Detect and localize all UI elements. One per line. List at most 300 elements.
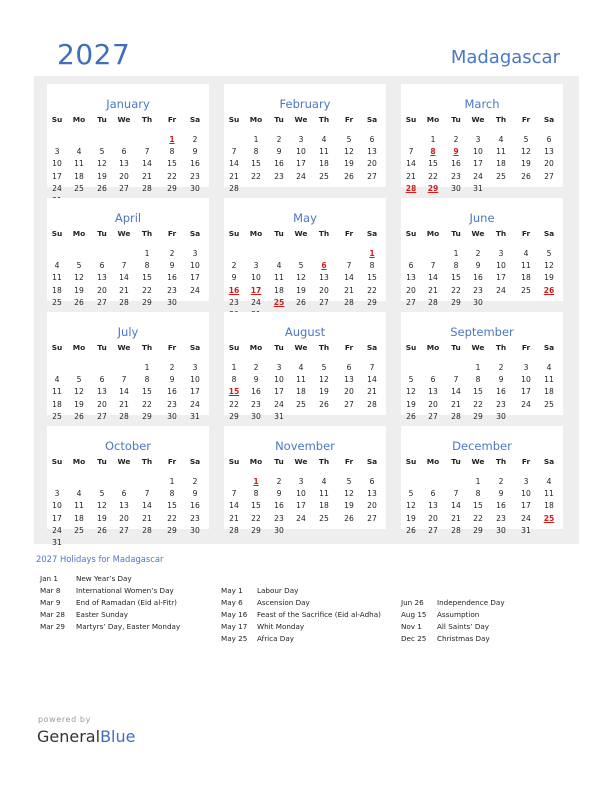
day-cell: 13	[428, 387, 438, 397]
holiday-row	[401, 598, 505, 607]
day-cell: 3	[475, 135, 481, 144]
weekday-header: Fr	[344, 229, 354, 238]
day-cell: 28	[428, 297, 438, 307]
weekday-header: Th	[318, 343, 330, 352]
day-cell: 20	[544, 159, 554, 169]
weekday-header: Su	[51, 457, 63, 466]
day-cell: 2	[192, 135, 198, 144]
day-cell: 29	[142, 411, 152, 421]
day-cell: 11	[319, 147, 329, 157]
day-cell: 2	[276, 477, 282, 486]
weekday-header: Su	[405, 115, 417, 124]
day-cell: 3	[523, 363, 529, 372]
holiday-row	[40, 586, 174, 595]
day-cell: 17	[190, 387, 200, 397]
day-cell: 27	[97, 297, 107, 307]
day-cell: 29	[473, 525, 483, 535]
day-cell: 10	[274, 375, 284, 385]
holiday-date: Mar 9	[40, 598, 61, 607]
day-cell: 4	[76, 489, 82, 499]
day-cell: 22	[367, 285, 377, 295]
day-cell: 27	[544, 171, 554, 181]
weekday-header: Th	[141, 229, 153, 238]
holiday-row	[221, 598, 310, 607]
day-cell: 6	[99, 375, 105, 385]
day-cell: 12	[406, 501, 416, 511]
day-cell: 10	[190, 261, 200, 271]
day-cell: 7	[231, 489, 237, 499]
holiday-day-cell: 8	[430, 147, 436, 157]
holiday-day-cell: 1	[369, 249, 375, 258]
day-cell: 17	[473, 159, 483, 169]
weekday-header: We	[471, 343, 485, 352]
day-cell: 1	[231, 363, 237, 372]
day-cell: 20	[119, 513, 129, 523]
day-cell: 31	[473, 183, 483, 193]
day-cell: 18	[544, 387, 554, 397]
day-cell: 6	[546, 135, 552, 144]
day-cell: 12	[406, 387, 416, 397]
weekday-header: Fr	[521, 229, 531, 238]
day-cell: 15	[167, 501, 177, 511]
day-cell: 7	[453, 489, 459, 499]
day-cell: 19	[521, 159, 531, 169]
weekday-header: Tu	[451, 229, 461, 238]
day-cell: 12	[97, 501, 107, 511]
day-cell: 16	[451, 159, 461, 169]
day-cell: 13	[97, 273, 107, 283]
weekday-header: Mo	[249, 229, 263, 238]
day-cell: 1	[475, 363, 481, 372]
month-april	[47, 198, 209, 307]
weekday-header: Fr	[521, 457, 531, 466]
day-cell: 18	[544, 501, 554, 511]
day-cell: 25	[319, 171, 329, 181]
day-cell: 20	[406, 285, 416, 295]
day-cell: 4	[276, 261, 282, 271]
day-cell: 8	[144, 375, 150, 385]
day-cell: 1	[144, 363, 150, 372]
day-cell: 20	[319, 285, 329, 295]
day-cell: 9	[231, 273, 237, 283]
day-cell: 9	[192, 147, 198, 157]
day-cell: 15	[251, 501, 261, 511]
day-cell: 14	[229, 159, 239, 169]
day-cell: 5	[99, 489, 105, 499]
holiday-name: Easter Sunday	[76, 610, 129, 619]
day-cell: 22	[451, 285, 461, 295]
day-cell: 16	[496, 501, 506, 511]
month-january	[47, 84, 209, 193]
holiday-date: Mar 28	[40, 610, 65, 619]
day-cell: 15	[473, 501, 483, 511]
day-cell: 16	[190, 159, 200, 169]
day-cell: 1	[453, 249, 459, 258]
day-cell: 17	[274, 387, 284, 397]
day-cell: 7	[408, 147, 414, 157]
day-cell: 22	[229, 399, 239, 409]
day-cell: 2	[498, 363, 504, 372]
holiday-name: Christmas Day	[437, 634, 490, 643]
weekday-header: Sa	[366, 115, 378, 124]
weekday-header: Mo	[249, 457, 263, 466]
day-cell: 27	[367, 513, 377, 523]
day-cell: 11	[544, 375, 554, 385]
holiday-date: May 17	[221, 622, 248, 631]
weekday-header: Th	[495, 229, 507, 238]
month-october	[47, 426, 209, 547]
weekday-header: Su	[51, 229, 63, 238]
day-cell: 10	[190, 375, 200, 385]
day-cell: 3	[298, 135, 304, 144]
holiday-name: Labour Day	[257, 586, 299, 595]
day-cell: 23	[167, 285, 177, 295]
weekday-header: We	[294, 115, 308, 124]
page-country: Madagascar	[450, 47, 560, 68]
weekday-header: Tu	[274, 115, 284, 124]
day-cell: 27	[119, 183, 129, 193]
day-cell: 11	[74, 159, 84, 169]
day-cell: 10	[296, 147, 306, 157]
day-cell: 17	[496, 273, 506, 283]
holiday-date: Jun 26	[401, 598, 424, 607]
day-cell: 25	[52, 297, 62, 307]
day-cell: 27	[428, 411, 438, 421]
day-cell: 8	[169, 489, 175, 499]
day-cell: 17	[296, 501, 306, 511]
day-cell: 11	[296, 375, 306, 385]
day-cell: 11	[496, 147, 506, 157]
month-title: February	[279, 97, 331, 111]
day-cell: 15	[473, 387, 483, 397]
day-cell: 6	[430, 375, 436, 385]
day-cell: 20	[367, 501, 377, 511]
holiday-day-cell: 26	[543, 285, 555, 295]
day-cell: 28	[367, 399, 377, 409]
weekday-header: Mo	[426, 343, 440, 352]
day-cell: 19	[74, 285, 84, 295]
day-cell: 6	[369, 135, 375, 144]
day-cell: 30	[473, 297, 483, 307]
day-cell: 29	[167, 525, 177, 535]
day-cell: 2	[253, 363, 259, 372]
holiday-date: May 1	[221, 586, 243, 595]
day-cell: 23	[496, 513, 506, 523]
day-cell: 30	[190, 525, 200, 535]
day-cell: 29	[451, 297, 461, 307]
holiday-name: New Year’s Day	[76, 574, 132, 583]
day-cell: 30	[167, 411, 177, 421]
day-cell: 25	[296, 399, 306, 409]
weekday-header: Su	[228, 115, 240, 124]
day-cell: 5	[346, 477, 352, 486]
day-cell: 3	[54, 147, 60, 157]
day-cell: 12	[544, 261, 554, 271]
weekday-header: Su	[228, 343, 240, 352]
day-cell: 29	[251, 525, 261, 535]
day-cell: 7	[231, 147, 237, 157]
day-cell: 12	[521, 147, 531, 157]
day-cell: 1	[475, 477, 481, 486]
month-title: January	[106, 97, 150, 111]
day-cell: 18	[319, 501, 329, 511]
day-cell: 20	[428, 399, 438, 409]
day-cell: 15	[251, 159, 261, 169]
day-cell: 28	[344, 297, 354, 307]
day-cell: 14	[142, 501, 152, 511]
day-cell: 23	[473, 285, 483, 295]
day-cell: 2	[498, 477, 504, 486]
day-cell: 7	[453, 375, 459, 385]
weekday-header: Th	[495, 343, 507, 352]
day-cell: 24	[52, 525, 62, 535]
day-cell: 24	[190, 399, 200, 409]
day-cell: 10	[473, 147, 483, 157]
day-cell: 22	[251, 171, 261, 181]
holiday-date: May 16	[221, 610, 248, 619]
day-cell: 19	[97, 171, 107, 181]
day-cell: 17	[52, 171, 62, 181]
month-september	[401, 312, 563, 421]
weekday-header: Su	[405, 457, 417, 466]
weekday-header: Fr	[344, 457, 354, 466]
day-cell: 27	[428, 525, 438, 535]
day-cell: 25	[544, 399, 554, 409]
day-cell: 29	[229, 411, 239, 421]
day-cell: 28	[229, 183, 239, 193]
weekday-header: Sa	[366, 343, 378, 352]
day-cell: 14	[344, 273, 354, 283]
month-title: August	[284, 325, 326, 339]
day-cell: 8	[453, 261, 459, 271]
day-cell: 5	[321, 363, 327, 372]
day-cell: 26	[406, 411, 416, 421]
day-cell: 26	[74, 297, 84, 307]
day-cell: 28	[142, 183, 152, 193]
day-cell: 10	[521, 375, 531, 385]
day-cell: 5	[99, 147, 105, 157]
day-cell: 7	[121, 261, 127, 271]
day-cell: 17	[296, 159, 306, 169]
day-cell: 18	[274, 285, 284, 295]
day-cell: 3	[276, 363, 282, 372]
day-cell: 25	[74, 525, 84, 535]
day-cell: 18	[74, 513, 84, 523]
day-cell: 18	[496, 159, 506, 169]
weekday-header: Su	[228, 457, 240, 466]
day-cell: 5	[346, 135, 352, 144]
weekday-header: Mo	[249, 115, 263, 124]
day-cell: 9	[276, 489, 282, 499]
holiday-day-cell: 1	[253, 477, 259, 486]
holiday-row	[401, 634, 490, 643]
day-cell: 14	[142, 159, 152, 169]
day-cell: 26	[406, 525, 416, 535]
month-title: May	[293, 211, 317, 225]
month-march	[401, 84, 563, 193]
day-cell: 16	[167, 273, 177, 283]
day-cell: 26	[344, 171, 354, 181]
day-cell: 20	[428, 513, 438, 523]
weekday-header: Sa	[189, 457, 201, 466]
weekday-header: Th	[495, 457, 507, 466]
day-cell: 13	[428, 501, 438, 511]
weekday-header: Fr	[521, 343, 531, 352]
weekday-header: Th	[141, 115, 153, 124]
day-cell: 9	[169, 261, 175, 271]
month-may	[224, 198, 386, 307]
month-title: October	[104, 439, 152, 453]
holiday-name: Ascension Day	[257, 598, 310, 607]
day-cell: 4	[76, 147, 82, 157]
day-cell: 28	[119, 411, 129, 421]
day-cell: 30	[251, 411, 261, 421]
day-cell: 23	[251, 399, 261, 409]
day-cell: 22	[473, 399, 483, 409]
day-cell: 10	[52, 501, 62, 511]
day-cell: 24	[473, 171, 483, 181]
holiday-day-cell: 9	[453, 147, 459, 157]
day-cell: 8	[253, 489, 259, 499]
weekday-header: Mo	[72, 457, 86, 466]
day-cell: 13	[367, 147, 377, 157]
day-cell: 14	[428, 273, 438, 283]
holiday-name: Africa Day	[257, 634, 294, 643]
day-cell: 7	[144, 489, 150, 499]
weekday-header: Mo	[72, 343, 86, 352]
day-cell: 20	[97, 285, 107, 295]
weekday-header: Su	[405, 229, 417, 238]
holiday-row	[401, 622, 489, 631]
weekday-header: Sa	[543, 115, 555, 124]
day-cell: 29	[142, 297, 152, 307]
day-cell: 13	[406, 273, 416, 283]
day-cell: 26	[344, 513, 354, 523]
holiday-date: May 6	[221, 598, 243, 607]
day-cell: 11	[52, 387, 62, 397]
day-cell: 3	[523, 477, 529, 486]
weekday-header: Tu	[97, 115, 107, 124]
weekday-header: Sa	[543, 343, 555, 352]
day-cell: 4	[523, 249, 529, 258]
weekday-header: Fr	[167, 457, 177, 466]
day-cell: 9	[169, 375, 175, 385]
page-year: 2027	[57, 38, 131, 71]
day-cell: 23	[229, 297, 239, 307]
weekday-header: We	[471, 229, 485, 238]
holiday-day-cell: 1	[169, 135, 175, 144]
month-title: July	[117, 325, 139, 339]
holiday-day-cell: 25	[273, 297, 285, 307]
day-cell: 28	[451, 411, 461, 421]
day-cell: 15	[167, 159, 177, 169]
weekday-header: Su	[228, 229, 240, 238]
day-cell: 4	[321, 135, 327, 144]
month-title: April	[114, 211, 142, 225]
day-cell: 7	[369, 363, 375, 372]
day-cell: 5	[76, 261, 82, 271]
day-cell: 8	[475, 489, 481, 499]
day-cell: 14	[119, 273, 129, 283]
day-cell: 13	[367, 489, 377, 499]
day-cell: 13	[344, 375, 354, 385]
day-cell: 1	[253, 135, 259, 144]
weekday-header: We	[471, 457, 485, 466]
day-cell: 10	[296, 489, 306, 499]
day-cell: 19	[344, 501, 354, 511]
holiday-day-cell: 29	[427, 183, 439, 193]
day-cell: 15	[142, 273, 152, 283]
day-cell: 5	[408, 375, 414, 385]
day-cell: 20	[97, 399, 107, 409]
day-cell: 12	[296, 273, 306, 283]
day-cell: 20	[367, 159, 377, 169]
day-cell: 16	[274, 501, 284, 511]
day-cell: 6	[346, 363, 352, 372]
day-cell: 24	[52, 183, 62, 193]
day-cell: 10	[496, 261, 506, 271]
holiday-row	[401, 610, 479, 619]
day-cell: 6	[408, 261, 414, 271]
day-cell: 15	[451, 273, 461, 283]
holiday-day-cell: 28	[405, 183, 417, 193]
day-cell: 1	[169, 477, 175, 486]
day-cell: 4	[498, 135, 504, 144]
holiday-day-cell: 15	[228, 387, 240, 397]
month-august	[224, 312, 386, 421]
day-cell: 7	[121, 375, 127, 385]
day-cell: 31	[190, 411, 200, 421]
weekday-header: We	[117, 115, 131, 124]
month-title: September	[450, 325, 514, 339]
day-cell: 22	[473, 513, 483, 523]
weekday-header: Su	[405, 343, 417, 352]
day-cell: 27	[119, 525, 129, 535]
day-cell: 24	[251, 297, 261, 307]
day-cell: 4	[54, 261, 60, 271]
day-cell: 16	[190, 501, 200, 511]
day-cell: 9	[192, 489, 198, 499]
day-cell: 23	[190, 171, 200, 181]
day-cell: 5	[546, 249, 552, 258]
day-cell: 1	[144, 249, 150, 258]
weekday-header: Sa	[366, 457, 378, 466]
day-cell: 30	[167, 297, 177, 307]
weekday-header: Tu	[451, 115, 461, 124]
day-cell: 11	[52, 273, 62, 283]
weekday-header: Tu	[451, 343, 461, 352]
day-cell: 18	[52, 285, 62, 295]
day-cell: 29	[473, 411, 483, 421]
day-cell: 26	[97, 183, 107, 193]
holiday-date: Nov 1	[401, 622, 422, 631]
holiday-row	[40, 622, 180, 631]
day-cell: 8	[369, 261, 375, 271]
day-cell: 9	[498, 489, 504, 499]
weekday-header: Sa	[189, 229, 201, 238]
holiday-row	[40, 574, 132, 583]
day-cell: 15	[428, 159, 438, 169]
day-cell: 11	[521, 261, 531, 271]
day-cell: 12	[74, 387, 84, 397]
weekday-header: Th	[318, 229, 330, 238]
weekday-header: Sa	[543, 229, 555, 238]
day-cell: 17	[190, 273, 200, 283]
day-cell: 20	[344, 387, 354, 397]
weekday-header: Sa	[366, 229, 378, 238]
day-cell: 30	[190, 183, 200, 193]
day-cell: 6	[99, 261, 105, 271]
